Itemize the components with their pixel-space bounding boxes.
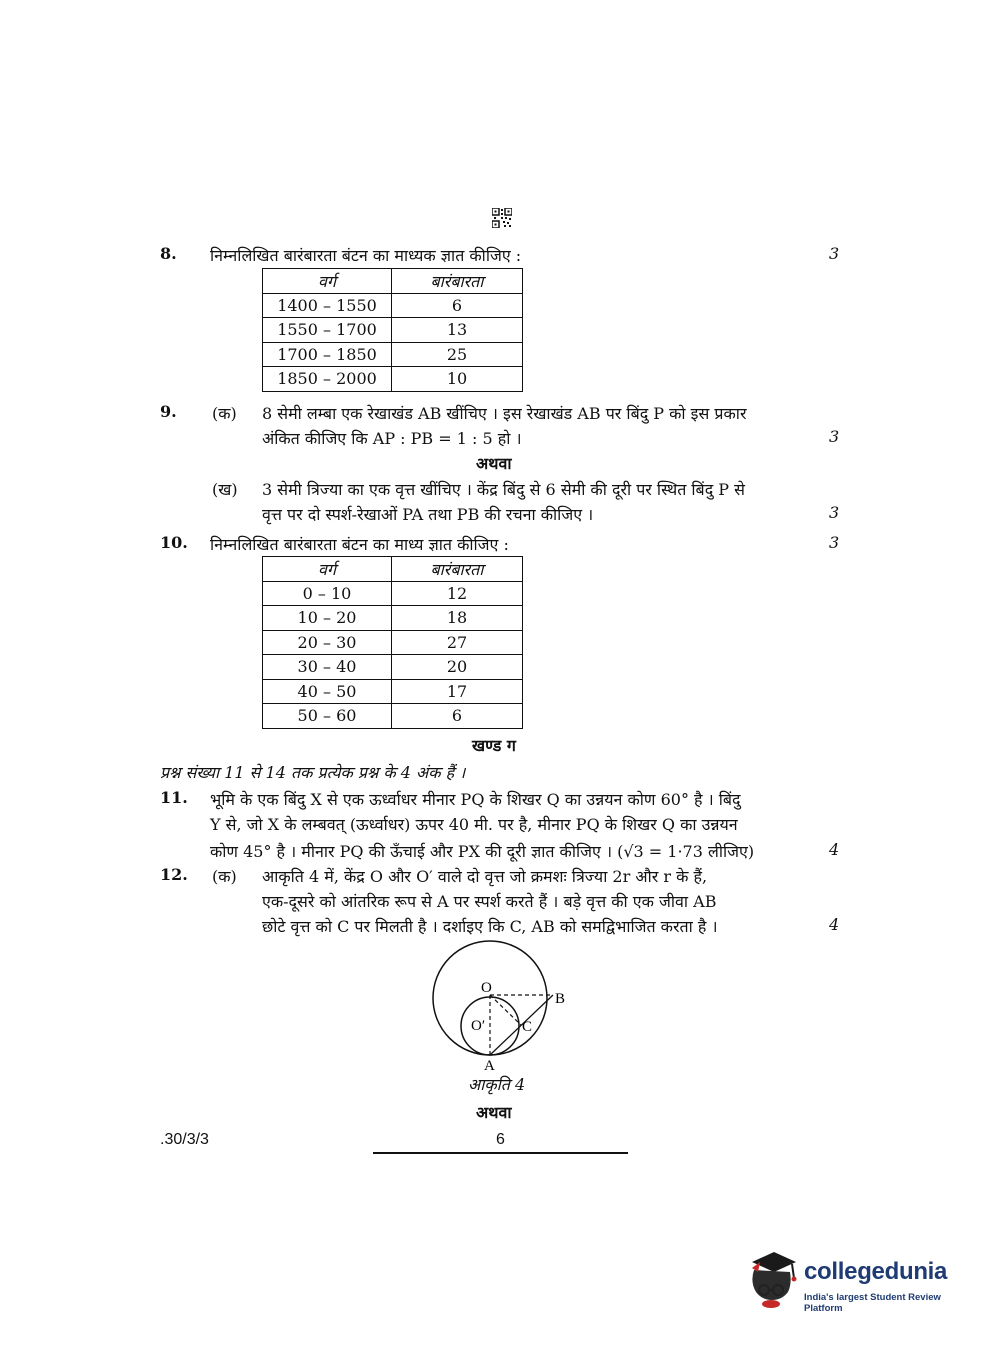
paper-code: .30/3/3 — [160, 1131, 209, 1148]
qr-code-icon — [492, 208, 512, 228]
table-row — [263, 367, 523, 392]
brand-name: collegedunia — [804, 1258, 948, 1285]
question-12-number: 12. — [160, 865, 188, 884]
table-header-frequency: बारंबारता — [392, 269, 523, 294]
table-cell: 20 — [392, 655, 523, 680]
table-cell: 27 — [392, 630, 523, 655]
question-9-part-b-marks: 3 — [829, 503, 840, 522]
segment-oc — [490, 995, 521, 1025]
brand-tagline: India's largest Student Review Platform — [804, 1292, 941, 1314]
footer-divider — [373, 1152, 628, 1154]
page-number: 6 — [496, 1131, 505, 1148]
table-row — [263, 679, 523, 704]
table-cell: 1700 – 1850 — [263, 342, 392, 367]
question-8-marks: 3 — [829, 244, 840, 263]
table-cell: 1400 – 1550 — [263, 293, 392, 318]
section-title: खण्ड ग — [472, 736, 516, 755]
figure-4-caption: आकृति 4 — [468, 1075, 526, 1094]
table-cell: 20 – 30 — [263, 630, 392, 655]
table-cell: 0 – 10 — [263, 581, 392, 606]
table-cell: 1550 – 1700 — [263, 318, 392, 343]
question-10-marks: 3 — [829, 533, 840, 552]
table-cell: 1850 – 2000 — [263, 367, 392, 392]
question-9-part-a-marks: 3 — [829, 427, 840, 446]
table-header-class: वर्ग — [263, 269, 392, 294]
label-b: B — [555, 991, 566, 1007]
mascot-logo-icon — [742, 1248, 800, 1314]
question-8-text: निम्नलिखित बारंबारता बंटन का माध्यक ज्ञात कीजिए : — [210, 246, 522, 265]
question-11-line-1: भूमि के एक बिंदु X से एक ऊर्ध्वाधर मीनार PQ के शिखर Q का उन्नयन कोण 60° है । बिंदु — [210, 790, 741, 809]
question-10-frequency-table — [262, 556, 523, 729]
question-12-marks: 4 — [829, 915, 840, 934]
figure-4-diagram — [420, 940, 580, 1080]
question-12-line-3: छोटे वृत्त को C पर मिलती है । दर्शाइए कि C, AB को समद्विभाजित करता है । — [262, 917, 718, 936]
question-8-frequency-table — [262, 268, 523, 392]
table-cell: 6 — [392, 704, 523, 729]
question-9-number: 9. — [160, 402, 177, 421]
question-12-line-2: एक-दूसरे को आंतरिक रूप से A पर स्पर्श करते हैं । बड़े वृत्त की एक जीवा AB — [262, 892, 717, 911]
table-header-frequency: बारंबारता — [392, 557, 523, 582]
question-9-part-a-line-2: अंकित कीजिए कि AP : PB = 1 : 5 हो । — [262, 429, 522, 448]
table-row — [263, 581, 523, 606]
table-cell: 18 — [392, 606, 523, 631]
question-9-or-label: अथवा — [476, 454, 512, 473]
table-row — [263, 704, 523, 729]
table-cell: 30 – 40 — [263, 655, 392, 680]
section-note: प्रश्न संख्या 11 से 14 तक प्रत्येक प्रश्न के 4 अंक हैं । — [160, 763, 466, 782]
table-cell: 6 — [392, 293, 523, 318]
question-11-line-2: Y से, जो X के लम्बवत् (ऊर्ध्वाधर) ऊपर 40 मी. पर है, मीनार PQ के शिखर Q का उन्नयन — [210, 815, 738, 834]
label-o-prime: O′ — [471, 1018, 486, 1034]
label-c: C — [522, 1019, 533, 1035]
question-9-part-a-label: (क) — [212, 404, 237, 423]
table-row — [263, 655, 523, 680]
table-cell: 13 — [392, 318, 523, 343]
table-header-class: वर्ग — [263, 557, 392, 582]
table-row — [263, 293, 523, 318]
question-11-line-3: कोण 45° है । मीनार PQ की ऊँचाई और PX की दूरी ज्ञात कीजिए । (√3 = 1·73 लीजिए) — [210, 842, 755, 861]
label-o: O — [481, 980, 492, 996]
table-cell: 10 — [392, 367, 523, 392]
question-12-line-1: आकृति 4 में, केंद्र O और O′ वाले दो वृत्त जो क्रमशः त्रिज्या 2r और r के हैं, — [262, 867, 708, 886]
table-row — [263, 342, 523, 367]
question-9-part-a-line-1: 8 सेमी लम्बा एक रेखाखंड AB खींचिए । इस रेखाखंड AB पर बिंदु P को इस प्रकार — [262, 404, 747, 423]
table-cell: 40 – 50 — [263, 679, 392, 704]
table-row — [263, 318, 523, 343]
collegedunia-watermark — [742, 1248, 972, 1320]
question-9-part-b-label: (ख) — [212, 480, 238, 499]
table-cell: 17 — [392, 679, 523, 704]
question-12-or-label: अथवा — [476, 1103, 512, 1122]
table-cell: 25 — [392, 342, 523, 367]
table-row — [263, 630, 523, 655]
question-9-part-b-line-2: वृत्त पर दो स्पर्श-रेखाओं PA तथा PB की रचना कीजिए । — [262, 505, 594, 524]
question-12-part-a-label: (क) — [212, 867, 237, 886]
table-cell: 50 – 60 — [263, 704, 392, 729]
question-11-marks: 4 — [829, 840, 840, 859]
table-cell: 10 – 20 — [263, 606, 392, 631]
table-row — [263, 606, 523, 631]
question-9-part-b-line-1: 3 सेमी त्रिज्या का एक वृत्त खींचिए । केंद्र बिंदु से 6 सेमी की दूरी पर स्थित बिंदु P से — [262, 480, 745, 499]
question-10-text: निम्नलिखित बारंबारता बंटन का माध्य ज्ञात कीजिए : — [210, 535, 509, 554]
label-a: A — [484, 1058, 495, 1074]
question-8-number: 8. — [160, 244, 177, 263]
table-cell: 12 — [392, 581, 523, 606]
question-10-number: 10. — [160, 533, 188, 552]
question-11-number: 11. — [160, 788, 188, 807]
